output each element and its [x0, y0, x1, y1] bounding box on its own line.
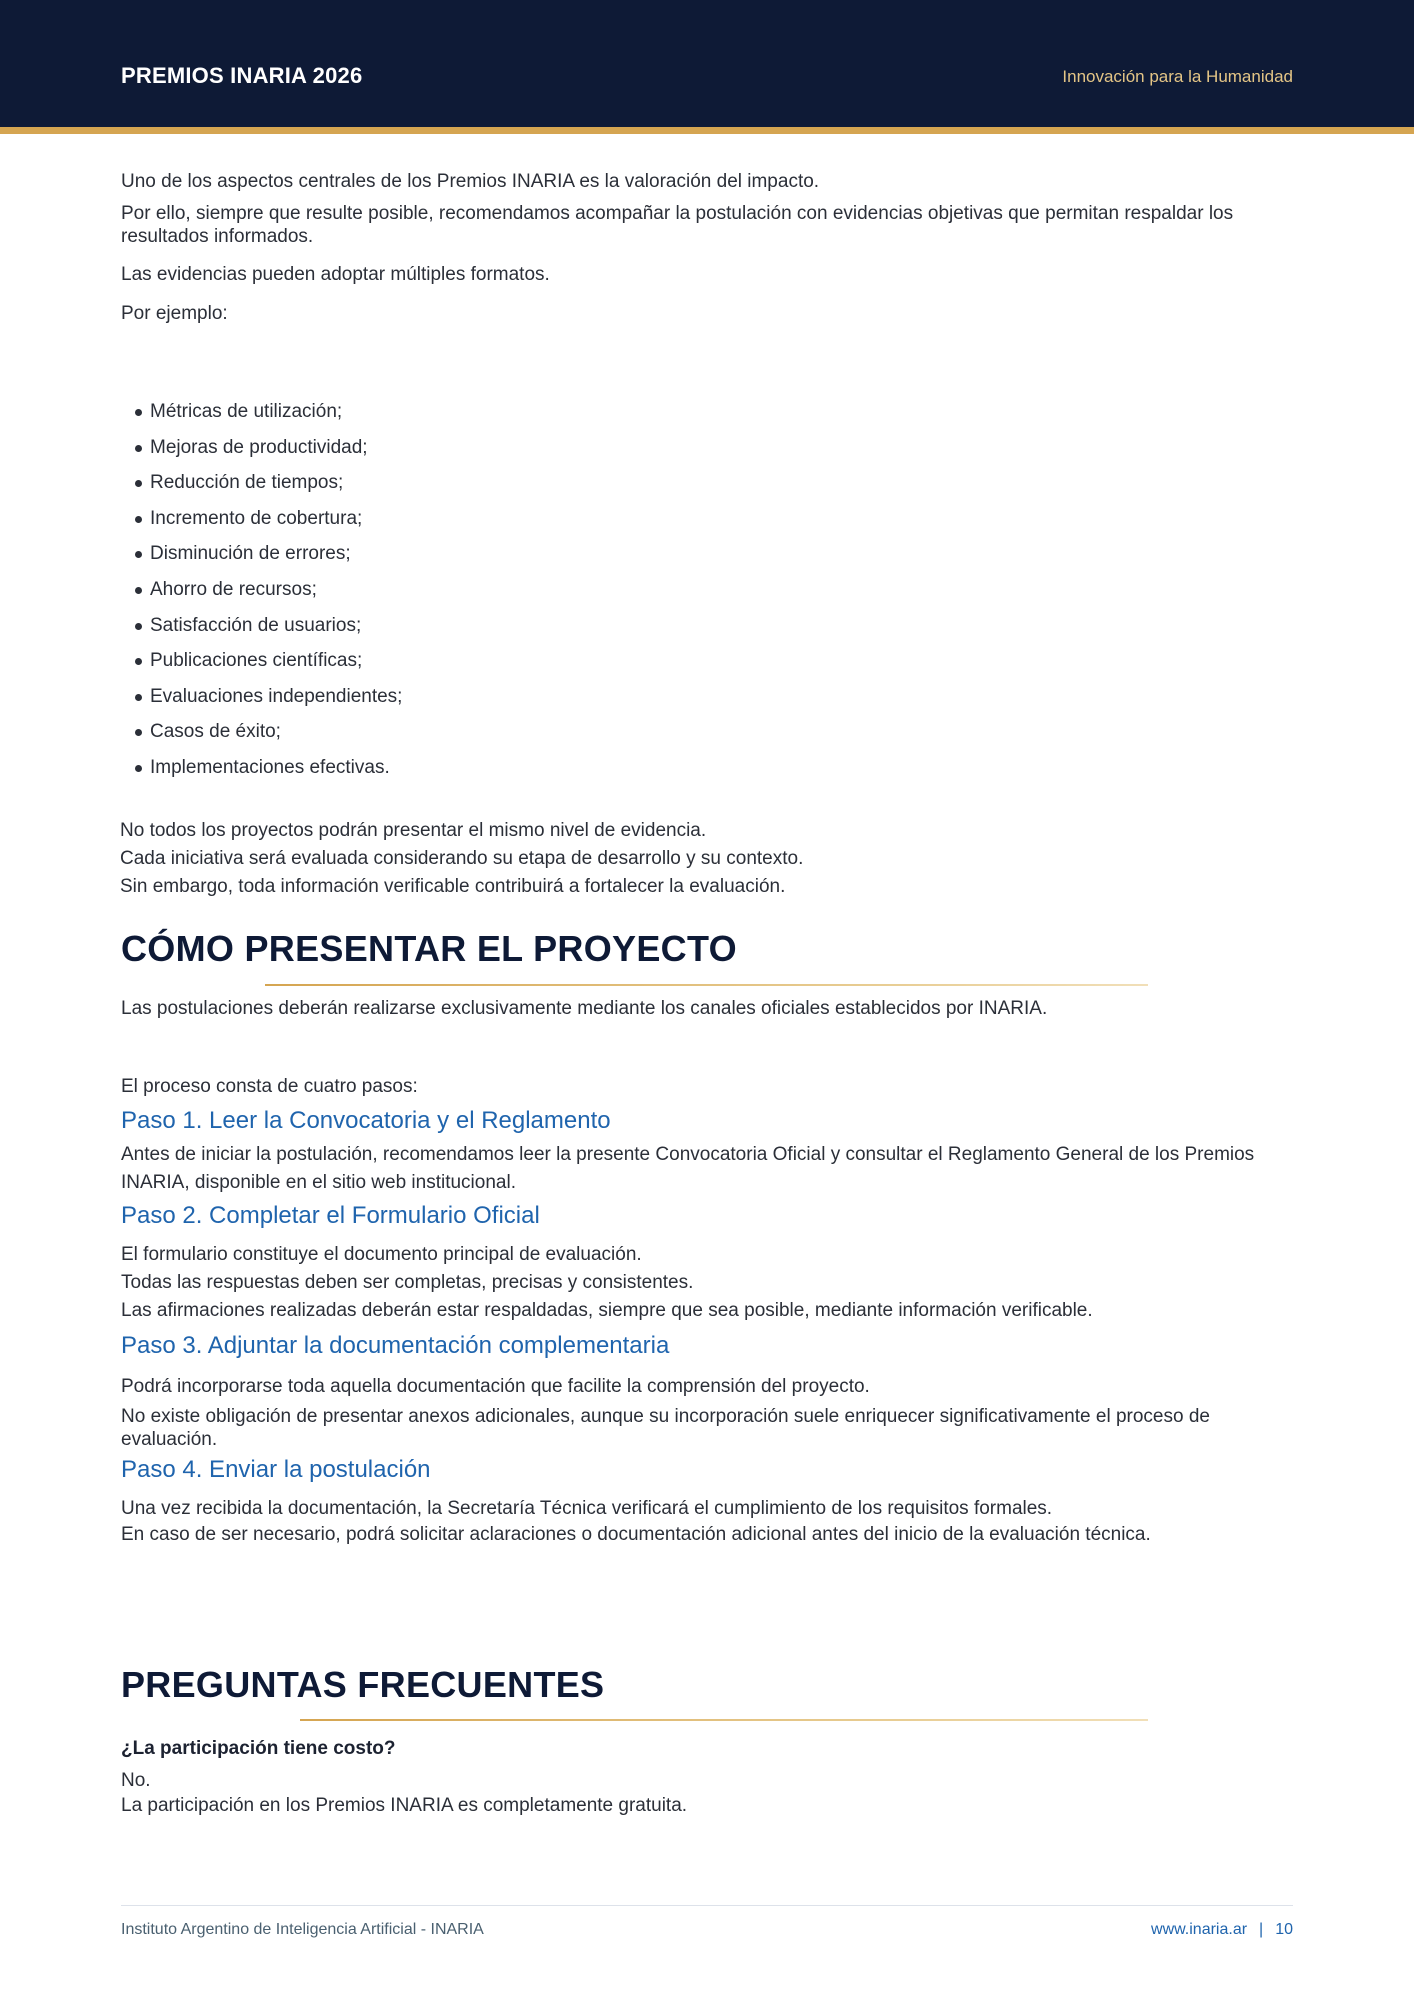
footer-website-link[interactable]: www.inaria.ar: [1151, 1921, 1248, 1938]
steps-intro: El proceso consta de cuatro pasos:: [121, 1076, 418, 1097]
bullet-icon: [135, 551, 142, 558]
step-4-line-1: Una vez recibida la documentación, la Secretaría Técnica verificará el cumplimiento de los requisitos formales.: [121, 1498, 1053, 1519]
section-divider: [300, 1719, 1148, 1721]
section-title-faq: PREGUNTAS FRECUENTES: [121, 1664, 605, 1705]
step-3-body: [121, 1375, 1291, 1451]
footer-right: [1151, 1921, 1293, 1939]
bullet-icon: [135, 516, 142, 523]
step-2-title: Paso 2. Completar el Formulario Oficial: [121, 1202, 540, 1229]
bullet-icon: [135, 729, 142, 736]
evidence-note: [120, 817, 1290, 901]
list-item: Evaluaciones independientes;: [135, 685, 402, 721]
page-number: 10: [1275, 1921, 1293, 1938]
bullet-icon: [135, 623, 142, 630]
faq-question: ¿La participación tiene costo?: [121, 1738, 396, 1759]
bullet-icon: [135, 409, 142, 416]
intro-paragraph-4: Por ejemplo:: [121, 303, 228, 324]
bullet-icon: [135, 587, 142, 594]
header-tagline: Innovación para la Humanidad: [1062, 67, 1293, 86]
step-2-line-2: Todas las respuestas deben ser completas, precisas y consistentes.: [121, 1272, 694, 1293]
list-item: Casos de éxito;: [135, 720, 402, 756]
intro-paragraph-2: Por ello, siempre que resulte posible, recomendamos acompañar la postulación con evidencias objetivas que permitan respaldar los resultados informados.: [121, 203, 1234, 247]
header-accent-bar: [0, 127, 1414, 134]
list-item: Publicaciones científicas;: [135, 649, 402, 685]
step-3-line-1: Podrá incorporarse toda aquella documentación que facilite la comprensión del proyecto.: [121, 1376, 870, 1397]
intro-paragraph-3: Las evidencias pueden adoptar múltiples formatos.: [121, 264, 550, 285]
evidence-note-line-1: No todos los proyectos podrán presentar el mismo nivel de evidencia.: [120, 820, 707, 841]
bullet-icon: [135, 694, 142, 701]
faq-answer-line-1: No.: [121, 1770, 151, 1791]
page-header: [0, 0, 1414, 127]
footer-separator: |: [1259, 1921, 1264, 1938]
evidence-note-line-3: Sin embargo, toda información verificable contribuirá a fortalecer la evaluación.: [120, 876, 786, 897]
step-4-title: Paso 4. Enviar la postulación: [121, 1456, 431, 1483]
step-1-title: Paso 1. Leer la Convocatoria y el Reglamento: [121, 1107, 611, 1134]
step-4-body: [121, 1496, 1291, 1548]
list-item: Implementaciones efectivas.: [135, 756, 402, 792]
present-lead: Las postulaciones deberán realizarse exclusivamente mediante los canales oficiales establecidos por INARIA.: [121, 998, 1048, 1019]
step-1-body: [121, 1141, 1291, 1197]
evidence-list: [135, 400, 402, 792]
faq-answer-line-2: La participación en los Premios INARIA es completamente gratuita.: [121, 1795, 688, 1816]
list-item: Ahorro de recursos;: [135, 578, 402, 614]
list-item: Disminución de errores;: [135, 542, 402, 578]
step-3-title: Paso 3. Adjuntar la documentación complementaria: [121, 1332, 670, 1359]
footer-divider: [121, 1905, 1293, 1906]
step-2-line-1: El formulario constituye el documento principal de evaluación.: [121, 1244, 642, 1265]
list-item: Métricas de utilización;: [135, 400, 402, 436]
intro-paragraph-1: Uno de los aspectos centrales de los Premios INARIA es la valoración del impacto.: [121, 171, 820, 192]
section-title-present: CÓMO PRESENTAR EL PROYECTO: [121, 928, 737, 969]
bullet-icon: [135, 765, 142, 772]
footer-institution: Instituto Argentino de Inteligencia Artificial - INARIA: [121, 1921, 484, 1938]
list-item: Incremento de cobertura;: [135, 507, 402, 543]
bullet-icon: [135, 658, 142, 665]
step-2-body: [121, 1241, 1291, 1325]
list-item: Satisfacción de usuarios;: [135, 614, 402, 650]
bullet-icon: [135, 445, 142, 452]
step-4-line-2: En caso de ser necesario, podrá solicitar aclaraciones o documentación adicional antes del inicio de la evaluación técnica.: [121, 1524, 1151, 1545]
list-item: Mejoras de productividad;: [135, 436, 402, 472]
step-3-line-2: No existe obligación de presentar anexos adicionales, aunque su incorporación suele enriquecer significativamente el proceso de evaluación.: [121, 1406, 1210, 1450]
list-item: Reducción de tiempos;: [135, 471, 402, 507]
section-divider: [265, 984, 1148, 986]
step-1-text: Antes de iniciar la postulación, recomendamos leer la presente Convocatoria Oficial y consultar el Reglamento General de los Premios INARIA, disponible en el sitio web institucional.: [121, 1144, 1255, 1193]
evidence-note-line-2: Cada iniciativa será evaluada considerando su etapa de desarrollo y su contexto.: [120, 848, 804, 869]
step-2-line-3: Las afirmaciones realizadas deberán estar respaldadas, siempre que sea posible, mediante información verificable.: [121, 1300, 1093, 1321]
header-title: PREMIOS INARIA 2026: [121, 63, 363, 88]
bullet-icon: [135, 480, 142, 487]
